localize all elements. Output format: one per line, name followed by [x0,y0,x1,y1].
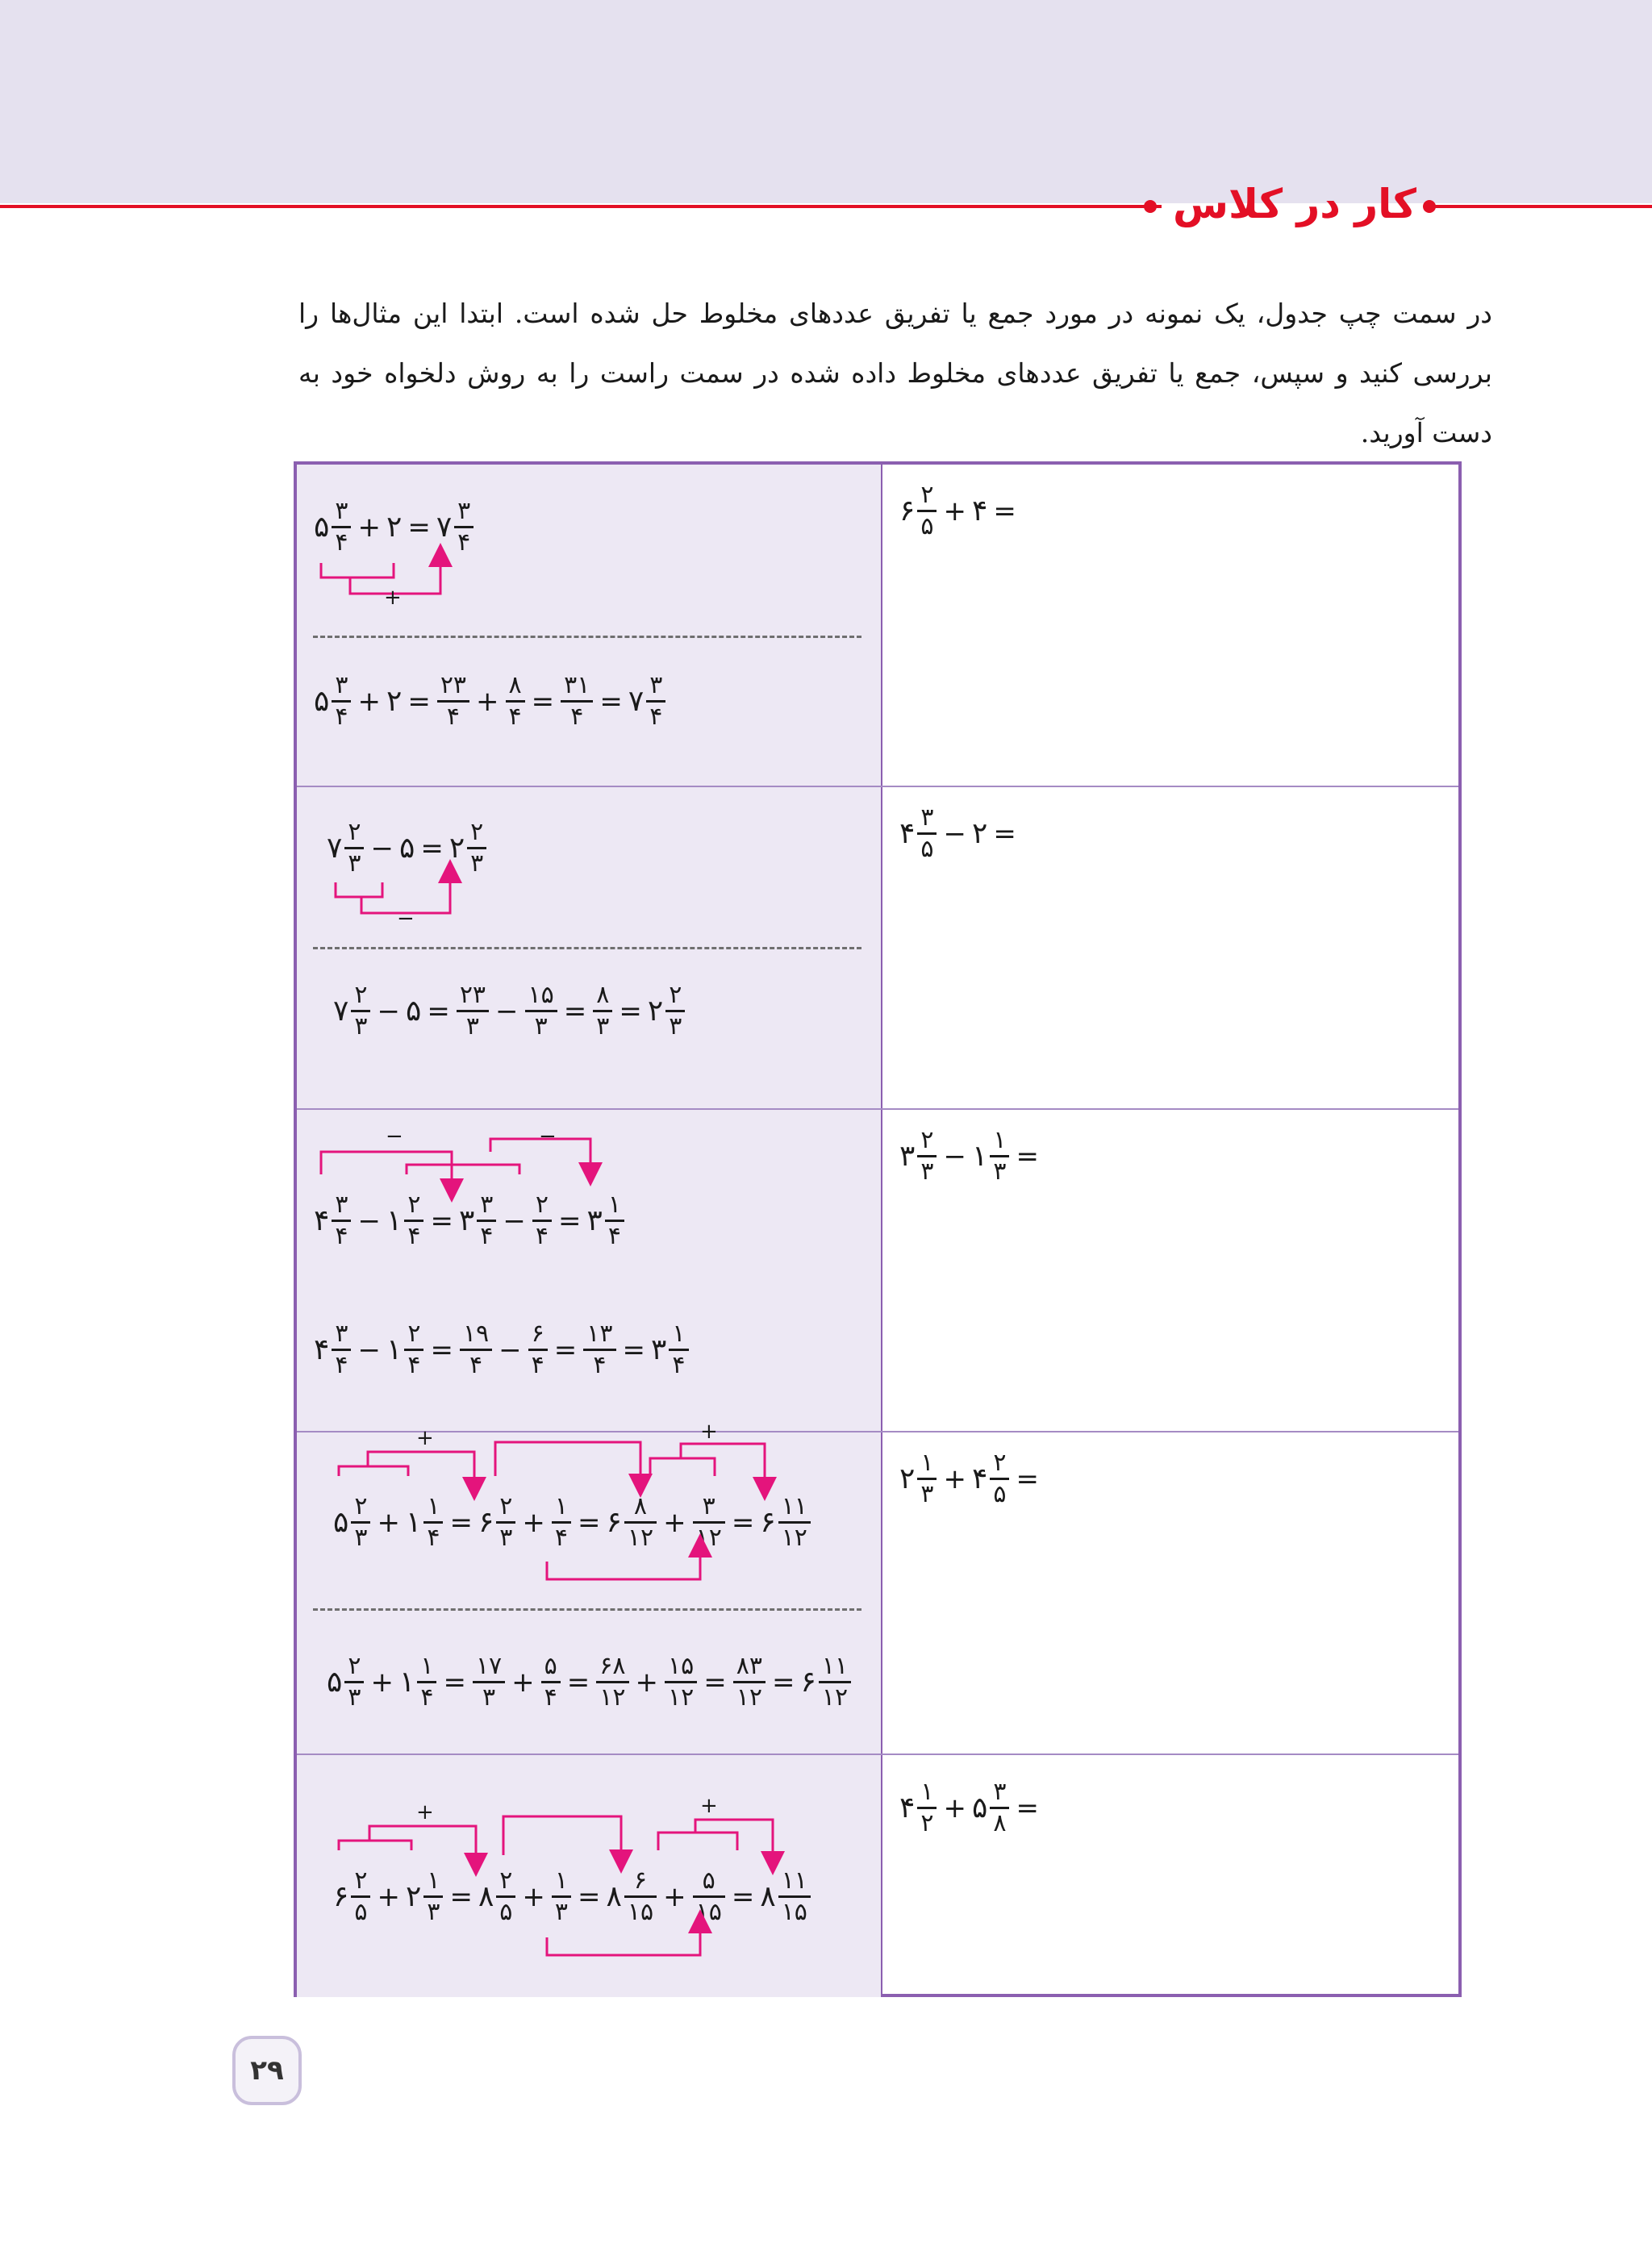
whole-number: ۴ [899,1791,916,1824]
page-number: ۲۹ [232,2036,302,2105]
whole-number: ۵ [333,1506,349,1539]
operator: = [1016,1791,1039,1824]
operator: − [370,832,394,865]
denominator: ۵ [920,835,934,863]
denominator: ۴ [469,1351,483,1379]
denominator: ۳ [920,1157,934,1186]
arrow-row3a [321,1152,452,1191]
numerator: ۳ [920,803,934,832]
denominator: ۵ [499,1898,513,1926]
whole-number: ۶ [800,1666,816,1699]
whole-number: ۸ [760,1880,776,1913]
numerator: ۱ [427,1866,440,1895]
whole-number: ۴ [314,1204,330,1237]
denominator: ۳ [534,1012,548,1040]
operator: + [943,494,966,528]
whole-number: ۵ [314,685,330,718]
numerator: ۲ [920,481,934,509]
operator: = [430,1204,453,1237]
op-label-row4b: + [700,1420,718,1444]
numerator: ۱۳ [586,1320,613,1348]
operator: − [943,1140,966,1173]
denominator: ۴ [457,528,471,557]
header-dot-left [1144,200,1157,213]
operator: + [476,685,499,718]
numerator: ۱ [920,1449,934,1477]
whole-number: ۴ [899,817,916,850]
denominator: ۴ [531,1351,544,1379]
whole-number: ۲ [971,817,988,850]
operator: = [619,995,642,1028]
operator: + [943,1791,966,1824]
denominator: ۱۲ [736,1683,762,1712]
numerator: ۱ [607,1191,621,1219]
operator: = [563,995,587,1028]
numerator: ۱۱ [781,1866,807,1895]
bracket-row1 [321,563,394,578]
denominator: ۴ [480,1222,494,1250]
numerator: ۱۷ [475,1652,503,1680]
intro-paragraph: در سمت چپ جدول، یک نمونه در مورد جمع یا تفریق عددهای مخلوط حل شده است. ابتدا این مثال‌ها را بررسی کنید و سپس، جمع یا تفریق عددهای مخلوط داده شده در سمت راست را به روش دلخواه خود به دست آورید. [298,298,1492,448]
whole-number: ۳ [458,1204,475,1237]
arrow-row5b [503,1816,621,1862]
arrow-row4a [368,1452,474,1489]
numerator: ۱ [554,1492,569,1520]
numerator: ۱ [554,1866,569,1895]
whole-number: ۳ [651,1333,667,1366]
numerator: ۱ [993,1126,1007,1154]
numerator: ۲ [499,1492,513,1520]
numerator: ۳ [649,671,663,699]
operator: = [531,685,555,718]
denominator: ۵ [920,512,934,540]
denominator: ۳ [354,1524,368,1552]
whole-number: ۱ [386,1204,403,1237]
operator: = [407,511,431,544]
numerator: ۸۳ [736,1652,762,1680]
denominator: ۴ [607,1222,621,1250]
numerator: ۱۹ [462,1320,490,1348]
whole-number: ۴ [314,1333,330,1366]
numerator: ۳۱ [564,671,590,699]
denominator: ۵ [993,1480,1007,1508]
denominator: ۱۲ [821,1683,849,1712]
operator: + [943,1462,966,1495]
whole-number: ۵ [327,1666,343,1699]
numerator: ۲ [354,1866,368,1895]
whole-number: ۲ [386,685,403,718]
denominator: ۱۵ [781,1898,807,1926]
denominator: ۴ [335,1351,348,1379]
operator: = [566,1666,590,1699]
arrow-row4d [547,1545,700,1579]
numerator: ۱۱ [821,1652,849,1680]
whole-number: ۱ [386,1333,403,1366]
operator: = [578,1506,601,1539]
op-label-row5a: + [416,1800,434,1824]
operator: = [407,685,431,718]
operator: = [449,1506,473,1539]
whole-number: ۲ [405,1880,422,1913]
numerator: ۵ [544,1652,557,1680]
denominator: ۴ [544,1683,557,1712]
operator: + [522,1506,545,1539]
header-rule-right [1428,205,1652,208]
operator: − [357,1333,381,1366]
denominator: ۸ [993,1809,1007,1837]
denominator: ۴ [446,703,460,731]
whole-number: ۱ [971,1140,988,1173]
denominator: ۳ [554,1898,569,1926]
numerator: ۳ [457,497,471,525]
denominator: ۳ [993,1157,1007,1186]
denominator: ۳ [348,1683,361,1712]
operator: + [635,1666,659,1699]
denominator: ۳ [920,1480,934,1508]
bracket-row5a [339,1841,411,1850]
whole-number: ۲ [647,995,664,1028]
arrow-row5c [695,1820,773,1863]
operator: + [377,1506,400,1539]
denominator: ۳ [465,1012,479,1040]
operator: + [663,1506,686,1539]
header-rule-left [0,205,1162,208]
operator: = [703,1666,727,1699]
denominator: ۳ [470,849,484,878]
operator: + [663,1880,686,1913]
numerator: ۶ [633,1866,648,1895]
operator: = [993,494,1016,528]
numerator: ۳ [702,1492,715,1520]
operator: = [731,1880,755,1913]
exercise-table [294,461,1462,1997]
denominator: ۴ [407,1351,421,1379]
op-label-row5b: + [700,1794,718,1818]
operator: + [357,685,381,718]
denominator: ۴ [554,1524,569,1552]
operator: − [357,1204,381,1237]
section-title: کار در کلاس [1173,181,1416,227]
numerator: ۱ [427,1492,440,1520]
numerator: ۵ [702,1866,715,1895]
operator: + [357,511,381,544]
bracket-row3 [407,1165,519,1174]
denominator: ۱۵ [627,1898,654,1926]
denominator: ۳ [354,1012,368,1040]
numerator: ۲ [993,1449,1007,1477]
denominator: ۵ [354,1898,368,1926]
denominator: ۴ [427,1524,440,1552]
operator: = [599,685,623,718]
whole-number: ۸ [606,1880,622,1913]
whole-number: ۳ [899,1140,916,1173]
denominator: ۴ [335,528,348,557]
numerator: ۲ [354,981,368,1009]
operator: = [427,995,450,1028]
whole-number: ۷ [628,685,645,718]
whole-number: ۶ [333,1880,349,1913]
denominator: ۴ [407,1222,421,1250]
arrow-row5d [547,1921,700,1955]
numerator: ۳ [335,671,348,699]
numerator: ۲ [535,1191,549,1219]
numerator: ۶۸ [599,1652,626,1680]
whole-number: ۲ [386,511,403,544]
operator: + [377,1880,400,1913]
numerator: ۲ [499,1866,513,1895]
numerator: ۳ [335,1191,348,1219]
operator: − [943,817,966,850]
denominator: ۱۲ [599,1683,626,1712]
op-label-row1: + [384,586,402,610]
denominator: ۱۵ [695,1898,722,1926]
numerator: ۲۳ [459,981,486,1009]
operator: − [503,1204,526,1237]
numerator: ۸ [508,671,522,699]
operator: = [578,1880,601,1913]
denominator: ۲ [920,1809,934,1837]
numerator: ۸ [633,1492,648,1520]
denominator: ۴ [335,703,348,731]
whole-number: ۲ [448,832,465,865]
operator: − [495,995,519,1028]
denominator: ۳ [348,849,361,878]
numerator: ۱۵ [528,981,554,1009]
numerator: ۲ [470,818,484,846]
denominator: ۱۲ [668,1683,695,1712]
bracket-row4b [650,1458,715,1476]
operator: + [522,1880,545,1913]
operator: = [731,1506,755,1539]
denominator: ۴ [420,1683,434,1712]
numerator: ۲ [669,981,682,1009]
bracket-row4a [339,1466,408,1476]
operator: + [511,1666,535,1699]
numerator: ۱۵ [668,1652,695,1680]
denominator: ۱۲ [627,1524,654,1552]
bracket-row2 [336,882,382,897]
operator: + [370,1666,394,1699]
whole-number: ۶ [899,494,916,528]
numerator: ۲ [348,818,361,846]
denominator: ۴ [593,1351,607,1379]
numerator: ۳ [335,497,348,525]
operator: = [430,1333,453,1366]
connector-marks [297,465,1458,1997]
whole-number: ۵ [314,511,330,544]
numerator: ۲ [407,1191,421,1219]
arrow-row5a [369,1826,476,1865]
whole-number: ۱ [398,1666,415,1699]
numerator: ۱ [420,1652,434,1680]
numerator: ۲ [348,1652,361,1680]
bracket-row5b [658,1833,737,1850]
numerator: ۲ [920,1126,934,1154]
whole-number: ۴ [971,494,988,528]
denominator: ۳ [482,1683,496,1712]
top-band [0,0,1652,203]
whole-number: ۶ [606,1506,622,1539]
operator: = [558,1204,582,1237]
numerator: ۲ [407,1320,421,1348]
operator: = [449,1880,473,1913]
numerator: ۳ [480,1191,494,1219]
whole-number: ۴ [971,1462,988,1495]
numerator: ۲۳ [440,671,467,699]
denominator: ۴ [508,703,522,731]
op-label-row3a: − [386,1124,403,1149]
arrow-row4c [681,1444,765,1489]
denominator: ۴ [535,1222,549,1250]
whole-number: ۳ [586,1204,603,1237]
denominator: ۳ [499,1524,513,1552]
operator: − [499,1333,522,1366]
arrow-row4b [495,1442,640,1486]
numerator: ۲ [354,1492,368,1520]
operator: = [553,1333,578,1366]
operator: − [377,995,400,1028]
numerator: ۱ [920,1778,934,1806]
denominator: ۳ [669,1012,682,1040]
whole-number: ۶ [760,1506,776,1539]
denominator: ۳ [427,1898,440,1926]
operator: = [772,1666,795,1699]
op-label-row4a: + [416,1426,434,1450]
operator: = [1016,1140,1039,1173]
op-label-row2: − [397,907,415,931]
operator: = [1016,1462,1039,1495]
whole-number: ۲ [899,1462,916,1495]
whole-number: ۷ [436,511,453,544]
numerator: ۶ [531,1320,544,1348]
numerator: ۳ [335,1320,348,1348]
numerator: ۱۱ [781,1492,807,1520]
whole-number: ۵ [405,995,422,1028]
denominator: ۳ [596,1012,610,1040]
numerator: ۸ [596,981,610,1009]
op-label-row3b: − [539,1124,557,1149]
denominator: ۴ [335,1222,348,1250]
operator: = [420,832,444,865]
numerator: ۳ [993,1778,1007,1806]
denominator: ۱۲ [781,1524,807,1552]
operator: = [443,1666,466,1699]
denominator: ۴ [570,703,584,731]
whole-number: ۷ [333,995,349,1028]
whole-number: ۵ [398,832,415,865]
denominator: ۴ [672,1351,686,1379]
whole-number: ۱ [405,1506,422,1539]
operator: = [622,1333,646,1366]
denominator: ۴ [649,703,663,731]
whole-number: ۵ [971,1791,988,1824]
numerator: ۱ [672,1320,686,1348]
denominator: ۱۲ [695,1524,722,1552]
whole-number: ۷ [327,832,343,865]
whole-number: ۶ [478,1506,494,1539]
whole-number: ۸ [478,1880,494,1913]
operator: = [993,817,1016,850]
